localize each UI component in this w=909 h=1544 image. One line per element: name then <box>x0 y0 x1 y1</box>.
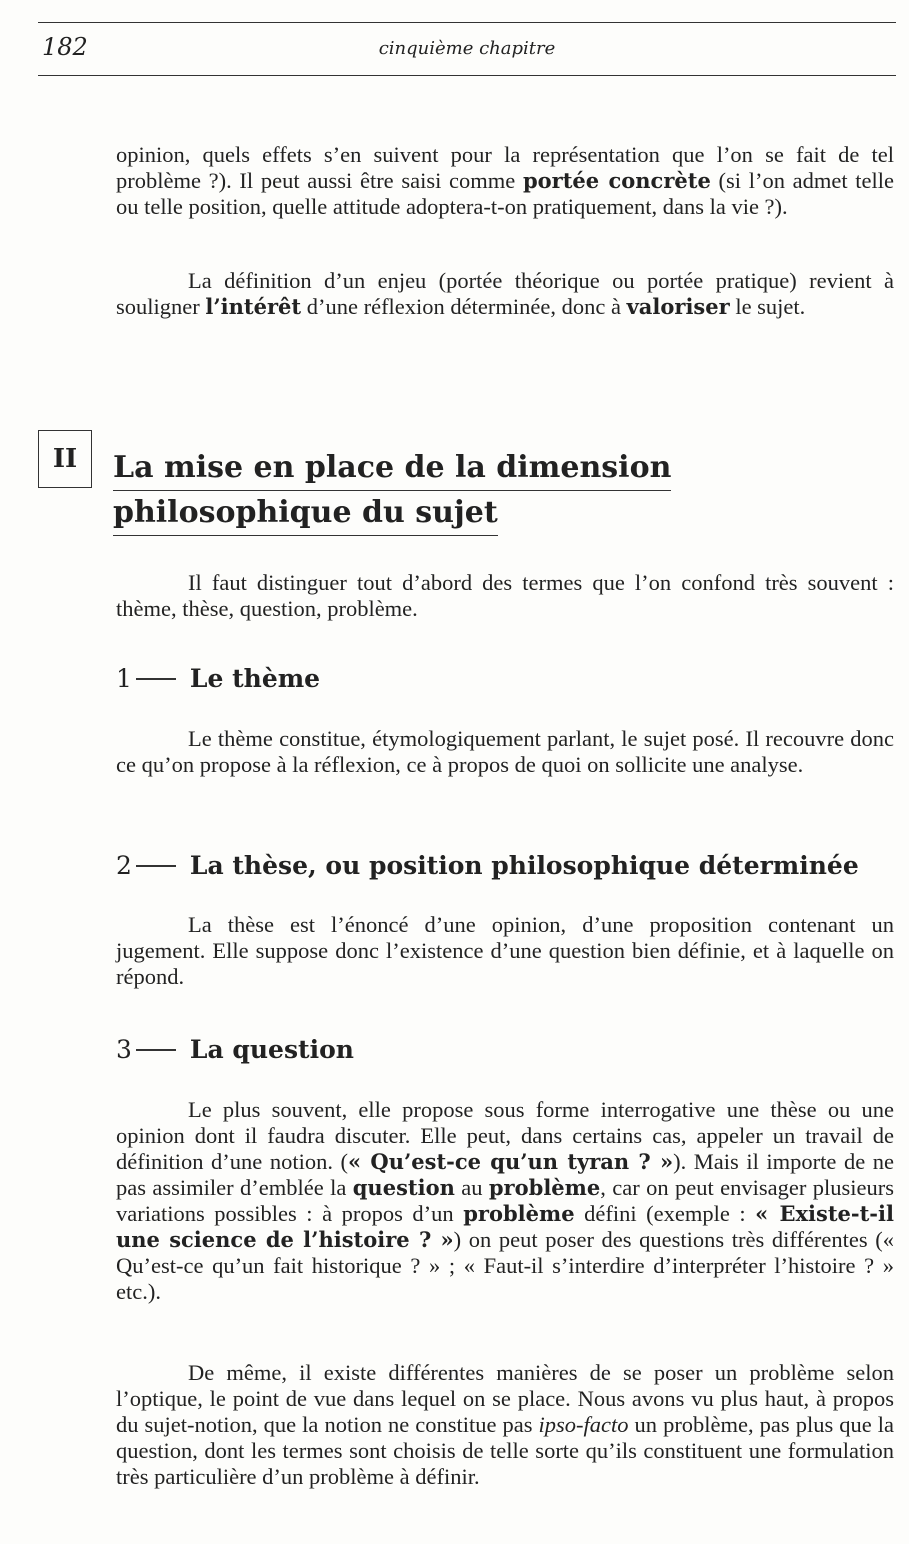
p6-text-5: défini (exemple : <box>574 1201 756 1226</box>
p1-text-2: (si l’on admet telle ou telle position, quelle attitude adoptera-t-on pratiquement, dans la vie ?). <box>116 168 895 219</box>
p2-text-1: La définition d’un enjeu (portée théorique ou portée pratique) revient à souligner <box>116 268 894 319</box>
p2-text-2: d’une réflexion déterminée, donc à <box>301 294 627 319</box>
p2-bold-1: l’intérêt <box>205 294 302 319</box>
subheading-3-title: La question <box>189 1035 354 1064</box>
p6-text-3: au <box>454 1175 489 1200</box>
subheading-3-number: 3 <box>116 1035 132 1064</box>
page-number: 182 <box>42 33 88 61</box>
dash-rule <box>136 678 176 680</box>
p6-text-1: Le plus souvent, elle propose sous forme interrogative une thèse ou une opinion dont il faudra discuter. Elle peut, dans certains cas, appeler un travail de définition d’une notion. ( <box>116 1097 894 1174</box>
section-title <box>113 446 671 536</box>
p7-text-1: De même, il existe différentes manières de se poser un problème selon l’optique, le point de vue dans lequel on se place. Nous avons vu plus haut, à propos du sujet-notion, que la notion ne constitue pas <box>116 1360 894 1437</box>
subheading-2 <box>116 851 859 880</box>
section-title-line-1: La mise en place de la dimension <box>113 446 671 491</box>
subheading-3 <box>116 1035 354 1064</box>
p6-text-4: , car on peut envisager plusieurs variations possibles : à propos d’un <box>116 1175 894 1226</box>
dash-rule <box>136 1049 176 1051</box>
p6-bold-3: problème <box>488 1175 601 1200</box>
p2-bold-2: valoriser <box>626 294 730 319</box>
dash-rule <box>136 865 176 867</box>
p7-text-2: un problème, pas plus que la question, dont les termes sont choisis de telle sorte qu’ils constituent une formulation très particulière d’un problème à définir. <box>116 1412 894 1489</box>
paragraph-6 <box>116 1097 894 1305</box>
subheading-1 <box>116 664 320 693</box>
p6-bold-4: problème <box>463 1201 575 1226</box>
paragraph-1 <box>116 142 894 220</box>
p6-bold-1: « Qu’est-ce qu’un tyran ? » <box>348 1149 674 1174</box>
paragraph-7 <box>116 1360 894 1490</box>
section-number: II <box>38 430 92 488</box>
p1-text-1: opinion, quels effets s’en suivent pour la représentation que l’on se fait de tel problème ?). Il peut aussi être saisi comme <box>116 142 894 193</box>
subheading-2-number: 2 <box>116 851 132 880</box>
p7-italic-1: ipso-facto <box>538 1412 629 1437</box>
paragraph-2 <box>116 268 894 320</box>
p6-bold-2: question <box>352 1175 455 1200</box>
running-title: cinquième chapitre <box>378 38 556 59</box>
p2-text-3: le sujet. <box>729 294 806 319</box>
p6-bold-5: « Existe-t-il une science de l’histoire ? » <box>116 1201 894 1252</box>
paragraph-3: Il faut distinguer tout d’abord des termes que l’on confond très souvent : thème, thèse, question, problème. <box>116 570 894 621</box>
subheading-1-number: 1 <box>116 664 132 693</box>
p6-text-6: ) on peut poser des questions très différentes (« Qu’est-ce qu’un fait historique ? » ; « Faut-il s’interdire d’interpréter l’histoire ? » etc.). <box>116 1227 894 1304</box>
paragraph-5: La thèse est l’énoncé d’une opinion, d’une proposition contenant un jugement. Elle suppose donc l’existence d’une question bien définie, et à laquelle on répond. <box>116 912 894 989</box>
subheading-1-title: Le thème <box>189 664 321 693</box>
paragraph-4: Le thème constitue, étymologiquement parlant, le sujet posé. Il recouvre donc ce qu’on propose à la réflexion, ce à propos de quoi on sollicite une analyse. <box>116 726 894 777</box>
section-title-line-2: philosophique du sujet <box>113 491 498 536</box>
p1-bold-1: portée concrète <box>522 168 711 193</box>
subheading-2-title: La thèse, ou position philosophique déterminée <box>189 851 859 880</box>
running-header <box>38 22 896 76</box>
p6-text-2: ). Mais il importe de ne pas assimiler d’emblée la <box>116 1149 895 1200</box>
